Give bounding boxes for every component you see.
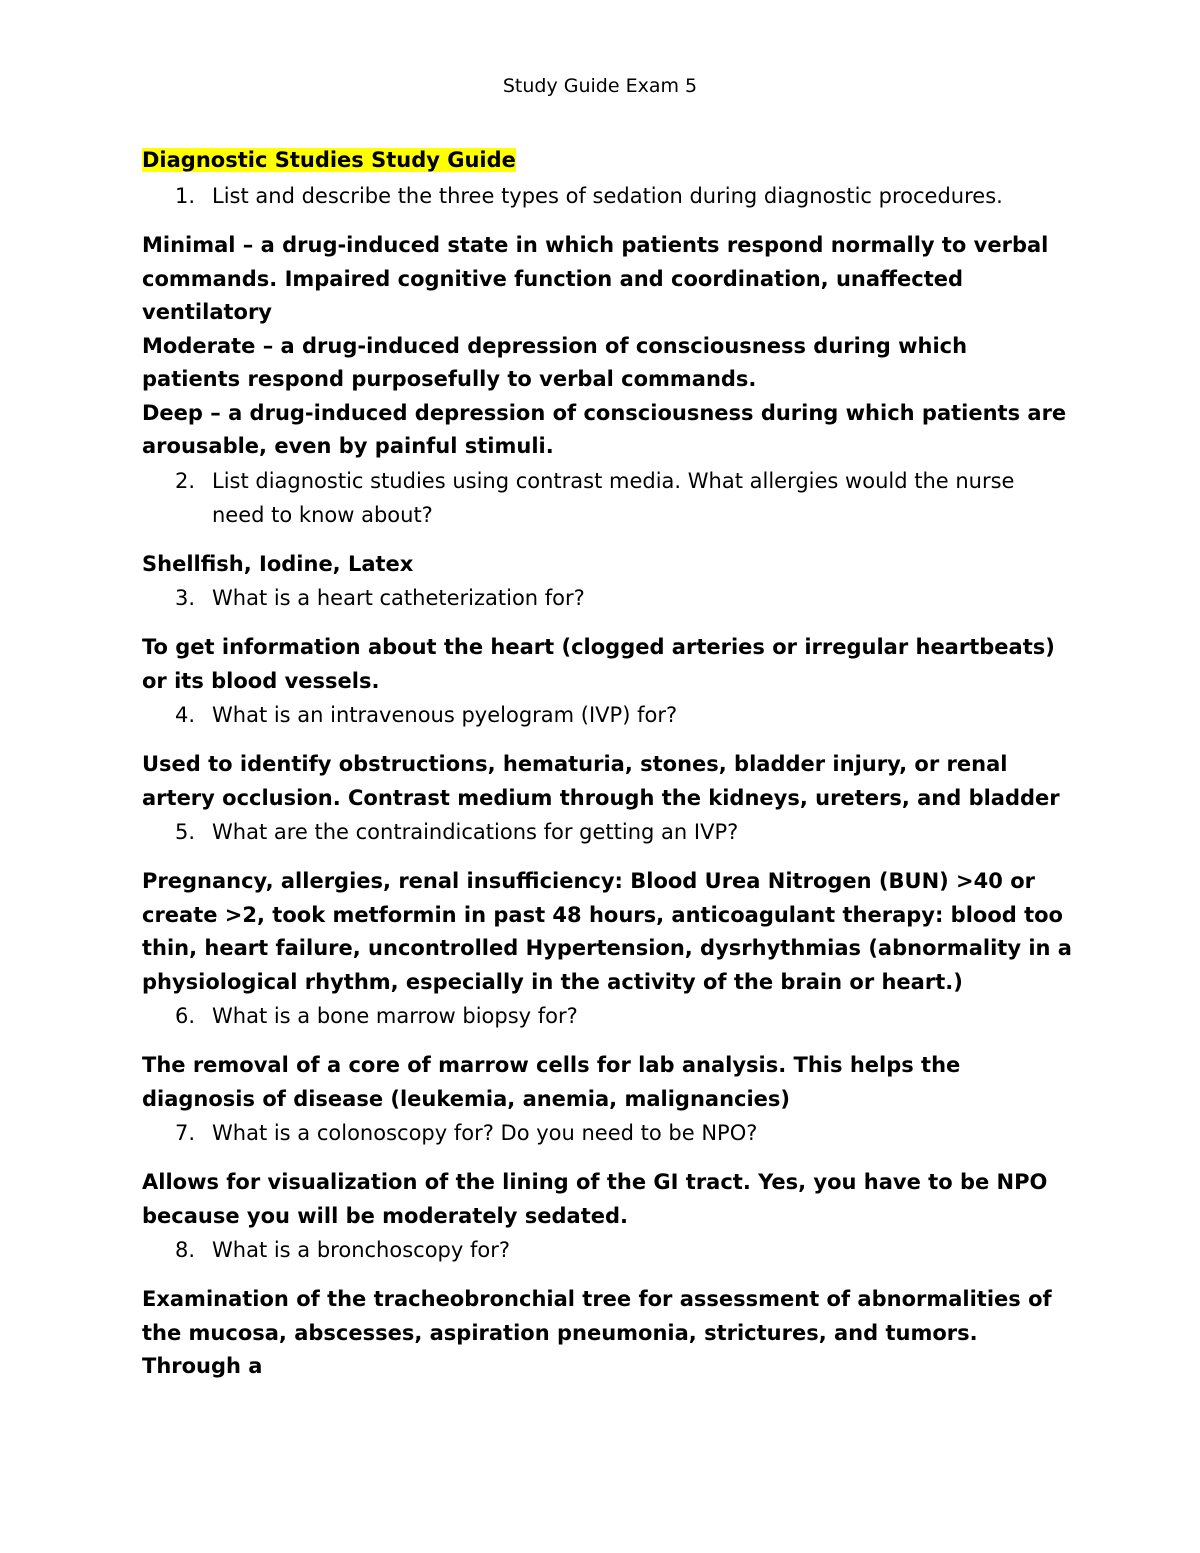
question-text: What is a bone marrow biopsy for? bbox=[212, 1004, 578, 1028]
question-number: 8. bbox=[175, 1238, 196, 1262]
question-number: 2. bbox=[175, 468, 196, 493]
answer-4: Used to identify obstructions, hematuria, stones, bladder injury, or renal artery occlusion. Contrast medium through the kidneys, ureters, and bladder bbox=[142, 752, 1060, 810]
answer-3: To get information about the heart (clogged arteries or irregular heartbeats) or its blood vessels. bbox=[142, 635, 1055, 693]
answer-8: Examination of the tracheobronchial tree for assessment of abnormalities of the mucosa, abscesses, aspiration pneumonia, strictures, and tumors. Through a bbox=[142, 1287, 1052, 1378]
question-4 bbox=[142, 698, 1072, 732]
question-8 bbox=[142, 1233, 1072, 1267]
document-title bbox=[142, 145, 1072, 175]
question-number: 3. bbox=[175, 586, 196, 610]
question-1 bbox=[142, 179, 1072, 213]
question-text: List diagnostic studies using contrast media. What allergies would the nurse need to know about? bbox=[212, 468, 1015, 527]
highlighted-title-text: Diagnostic Studies Study Guide bbox=[142, 148, 516, 172]
question-6 bbox=[142, 999, 1072, 1033]
answer-1-moderate: Moderate – a drug-induced depression of consciousness during which patients respond purposefully to verbal commands. bbox=[142, 333, 968, 391]
answer-1-minimal: Minimal – a drug-induced state in which patients respond normally to verbal commands. Impaired cognitive function and coordination, unaffected ventilatory bbox=[142, 233, 1049, 324]
question-text: What is a colonoscopy for? Do you need to be NPO? bbox=[212, 1121, 758, 1145]
answer-7: Allows for visualization of the lining of the GI tract. Yes, you have to be NPO because you will be moderately sedated. bbox=[142, 1170, 1048, 1228]
question-text: What are the contraindications for getting an IVP? bbox=[212, 820, 739, 844]
question-text: What is an intravenous pyelogram (IVP) for? bbox=[212, 703, 678, 727]
answer-5: Pregnancy, allergies, renal insufficiency: Blood Urea Nitrogen (BUN) >40 or create >2, took metformin in past 48 hours, anticoagulant therapy: blood too thin, heart failure, uncontrolled Hypertension, dysrhythmias (abnormality in a physiological rhythm, especially in the activity of the brain or heart.) bbox=[142, 869, 1072, 994]
answer-6: The removal of a core of marrow cells for lab analysis. This helps the diagnosis of disease (leukemia, anemia, malignancies) bbox=[142, 1053, 961, 1111]
answer-1-deep: Deep – a drug-induced depression of consciousness during which patients are arousable, even by painful stimuli. bbox=[142, 400, 1067, 458]
question-number: 4. bbox=[175, 703, 196, 727]
question-text: What is a bronchoscopy for? bbox=[212, 1238, 510, 1262]
question-text: List and describe the three types of sedation during diagnostic procedures. bbox=[212, 184, 1003, 208]
question-number: 5. bbox=[175, 820, 196, 844]
question-number: 7. bbox=[175, 1121, 196, 1145]
answer-2: Shellfish, Iodine, Latex bbox=[142, 551, 414, 576]
page-header: Study Guide Exam 5 bbox=[502, 75, 698, 97]
document-body bbox=[142, 145, 1072, 1384]
question-3 bbox=[142, 581, 1072, 615]
question-number: 6. bbox=[175, 1004, 196, 1028]
question-7 bbox=[142, 1116, 1072, 1150]
question-5 bbox=[142, 815, 1072, 849]
question-2 bbox=[142, 464, 1072, 532]
question-number: 1. bbox=[175, 184, 196, 208]
question-text: What is a heart catheterization for? bbox=[212, 586, 585, 610]
